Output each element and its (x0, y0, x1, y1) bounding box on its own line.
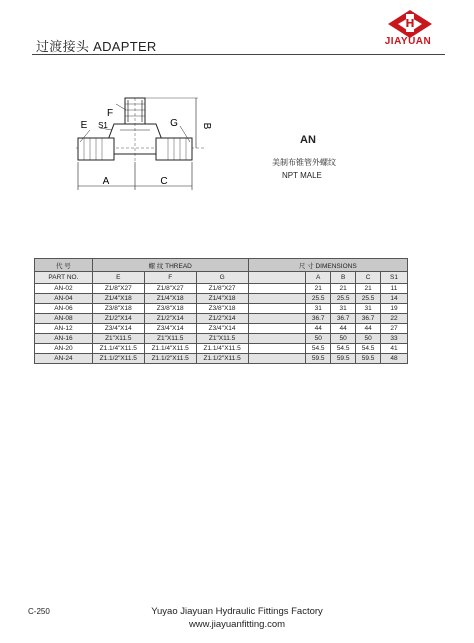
cell-dim-s1: 14 (381, 294, 408, 304)
dim-label-e: E (80, 120, 88, 131)
cell-thread-e: Z3/8"X18 (92, 304, 144, 314)
cell-thread-e: Z1/4"X18 (92, 294, 144, 304)
cell-dim-b: 25.5 (331, 294, 356, 304)
cell-spacer (248, 354, 306, 364)
cell-dim-s1: 11 (381, 284, 408, 294)
company-url: www.jiayuanfitting.com (188, 619, 286, 630)
col-header-f: F (144, 272, 196, 284)
cell-part-no: AN-06 (35, 304, 93, 314)
cell-thread-e: Z1"X11.5 (92, 334, 144, 344)
dim-label-s1: S1 (98, 121, 108, 130)
table-row (35, 294, 408, 304)
cell-dim-b: 44 (331, 324, 356, 334)
cell-dim-a: 50 (306, 334, 331, 344)
table-row (35, 314, 408, 324)
cell-dim-b: 50 (331, 334, 356, 344)
cell-dim-c: 50 (356, 334, 381, 344)
cell-thread-f: Z1/4"X18 (144, 294, 196, 304)
cell-spacer (248, 304, 306, 314)
table-row (35, 354, 408, 364)
cell-part-no: AN-24 (35, 354, 93, 364)
cell-dim-c: 25.5 (356, 294, 381, 304)
table-header-row-1 (35, 259, 408, 272)
cell-thread-f: Z1/8"X27 (144, 284, 196, 294)
cell-thread-f: Z3/8"X18 (144, 304, 196, 314)
dim-label-c: C (160, 176, 168, 187)
cell-dim-b: 54.5 (331, 344, 356, 354)
spec-table-body (35, 284, 408, 364)
col-header-b: B (331, 272, 356, 284)
cell-dim-c: 44 (356, 324, 381, 334)
col-header-c: C (356, 272, 381, 284)
cell-dim-a: 44 (306, 324, 331, 334)
page-title: 过渡接头 ADAPTER (36, 39, 157, 54)
header-dimensions: 尺 寸 DIMENSIONS (248, 259, 407, 272)
cell-thread-f: Z1.1/4"X11.5 (144, 344, 196, 354)
cell-dim-a: 21 (306, 284, 331, 294)
cell-spacer (248, 314, 306, 324)
cell-thread-f: Z1/2"X14 (144, 314, 196, 324)
col-spacer (248, 272, 306, 284)
cell-dim-a: 36.7 (306, 314, 331, 324)
dim-label-f: F (106, 108, 114, 119)
table-row (35, 304, 408, 314)
cell-thread-f: Z1"X11.5 (144, 334, 196, 344)
cell-dim-s1: 41 (381, 344, 408, 354)
logo-mark (388, 10, 432, 38)
dim-label-b: B (201, 122, 212, 130)
header-divider (32, 54, 445, 55)
cell-thread-g: Z1.1/4"X11.5 (196, 344, 248, 354)
cell-thread-f: Z1.1/2"X11.5 (144, 354, 196, 364)
table-row (35, 324, 408, 334)
dim-label-a: A (102, 176, 110, 187)
cell-dim-b: 31 (331, 304, 356, 314)
cell-dim-a: 31 (306, 304, 331, 314)
cell-thread-g: Z3/8"X18 (196, 304, 248, 314)
cell-dim-a: 54.5 (306, 344, 331, 354)
cell-part-no: AN-02 (35, 284, 93, 294)
cell-thread-f: Z3/4"X14 (144, 324, 196, 334)
cell-part-no: AN-04 (35, 294, 93, 304)
table-row (35, 344, 408, 354)
cell-thread-e: Z3/4"X14 (92, 324, 144, 334)
cell-dim-c: 54.5 (356, 344, 381, 354)
cell-thread-g: Z1/8"X27 (196, 284, 248, 294)
an-fitting-diagram (70, 90, 210, 198)
table-row (35, 334, 408, 344)
model-description-en: NPT MALE (282, 171, 322, 180)
cell-part-no: AN-08 (35, 314, 93, 324)
logo-text: JIAYUAN (384, 36, 432, 47)
svg-text:H: H (405, 17, 415, 30)
header-thread: 螺 纹 THREAD (92, 259, 248, 272)
spec-table (34, 258, 408, 364)
page-code: C-250 (28, 607, 50, 616)
cell-dim-c: 31 (356, 304, 381, 314)
cell-dim-c: 36.7 (356, 314, 381, 324)
col-header-s1: S1 (381, 272, 408, 284)
cell-thread-g: Z1/4"X18 (196, 294, 248, 304)
table-header-row-2 (35, 272, 408, 284)
cell-part-no: AN-16 (35, 334, 93, 344)
cell-dim-s1: 19 (381, 304, 408, 314)
company-name: Yuyao Jiayuan Hydraulic Fittings Factory (151, 606, 323, 617)
cell-part-no: AN-20 (35, 344, 93, 354)
cell-dim-c: 59.5 (356, 354, 381, 364)
cell-dim-s1: 33 (381, 334, 408, 344)
cell-spacer (248, 294, 306, 304)
col-header-a: A (306, 272, 331, 284)
cell-thread-g: Z1.1/2"X11.5 (196, 354, 248, 364)
cell-dim-s1: 22 (381, 314, 408, 324)
cell-dim-a: 25.5 (306, 294, 331, 304)
cell-dim-c: 21 (356, 284, 381, 294)
cell-thread-g: Z1"X11.5 (196, 334, 248, 344)
cell-thread-g: Z3/4"X14 (196, 324, 248, 334)
cell-spacer (248, 344, 306, 354)
cell-spacer (248, 334, 306, 344)
header-code: 代 号 (35, 259, 93, 272)
cell-dim-s1: 27 (381, 324, 408, 334)
cell-thread-e: Z1/8"X27 (92, 284, 144, 294)
cell-spacer (248, 284, 306, 294)
model-description-cn: 美制布锥管外螺纹 (272, 158, 336, 167)
cell-dim-b: 59.5 (331, 354, 356, 364)
model-code: AN (300, 134, 316, 146)
cell-dim-s1: 48 (381, 354, 408, 364)
cell-dim-b: 21 (331, 284, 356, 294)
cell-part-no: AN-12 (35, 324, 93, 334)
cell-thread-e: Z1.1/2"X11.5 (92, 354, 144, 364)
cell-thread-e: Z1/2"X14 (92, 314, 144, 324)
cell-thread-g: Z1/2"X14 (196, 314, 248, 324)
col-header-g: G (196, 272, 248, 284)
table-row (35, 284, 408, 294)
header-part-no: PART NO. (35, 272, 93, 284)
dim-label-g: G (170, 118, 178, 129)
cell-thread-e: Z1.1/4"X11.5 (92, 344, 144, 354)
cell-spacer (248, 324, 306, 334)
cell-dim-a: 59.5 (306, 354, 331, 364)
cell-dim-b: 36.7 (331, 314, 356, 324)
col-header-e: E (92, 272, 144, 284)
